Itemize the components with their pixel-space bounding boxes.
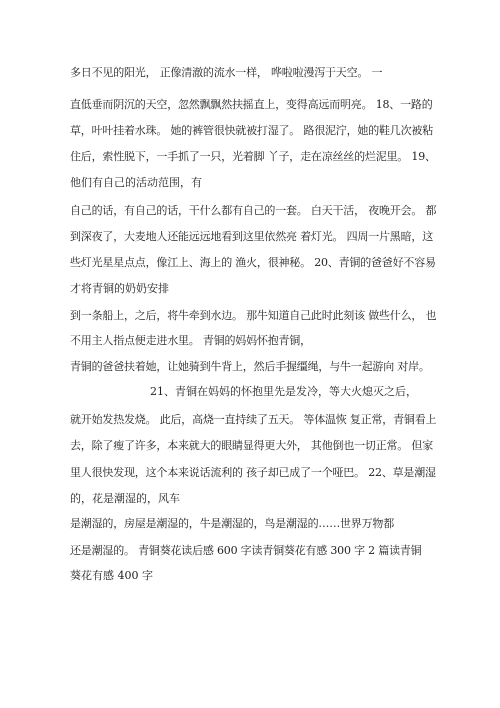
text-line: 里人很快发现，这个本来说话流利的 孩子却已成了一个哑巴。 22、草是潮湿 xyxy=(70,466,436,479)
text-line: 多日不见的阳光， 正像清澈的流水一样， 哗啦啦漫泻于天空。 一 xyxy=(70,66,383,79)
text-line: 自己的话，有自己的话，干什么都有自己的一套。 白天干活， 夜晚开会。 都 xyxy=(70,204,437,217)
text-line: 到一条船上，之后，将牛牵到水边。 那牛知道自己此时此刻该 做些什么， 也 xyxy=(70,309,437,322)
text-line: 21、青铜在妈妈的怀抱里先是发冷，等大火熄灭之后， xyxy=(150,385,417,398)
text-line: 才将青铜的奶奶安排 xyxy=(70,282,169,295)
text-line: 青铜的爸爸扶着她，让她骑到牛背上，然后手握缰绳，与牛一起游向 对岸。 xyxy=(70,360,430,373)
text-line: 些灯光星星点点，像江上、海上的 渔火，很神秘。 20、青铜的爸爸好不容易 xyxy=(70,256,436,269)
text-line: 还是潮湿的。 青铜葵花读后感 600 字读青铜葵花有感 300 字 2 篇读青铜 xyxy=(70,544,422,557)
text-line: 直低垂而阴沉的天空，忽然飘飘然扶摇直上，变得高远而明亮。 18、一路的 xyxy=(70,98,433,111)
text-line: 住后，索性脱下，一手抓了一只，光着脚 丫子，走在凉丝丝的烂泥里。 19、 xyxy=(70,150,436,163)
text-line: 去，除了瘦了许多，本来就大的眼睛显得更大外， 其他倒也一切正常。 但家 xyxy=(70,439,433,452)
text-line: 他们有自己的活动范围，有 xyxy=(70,176,202,189)
text-line: 就开始发热发烧。 此后，高烧一直持续了五天。 等体温恢 复正常，青铜看上 xyxy=(70,413,437,426)
text-line: 葵花有感 400 字 xyxy=(70,569,153,582)
text-line: 的，花是潮湿的，风车 xyxy=(70,492,180,505)
text-line: 不用主人指点便走进水里。 青铜的妈妈怀抱青铜， xyxy=(70,334,311,347)
text-line: 草，叶叶挂着水珠。 她的裤管很快就被打湿了。 路很泥泞，她的鞋几次被粘 xyxy=(70,124,433,137)
text-line: 是潮湿的，房屋是潮湿的，牛是潮湿的，鸟是潮湿的……世界万物都 xyxy=(70,517,394,530)
text-line: 到深夜了，大麦地人还能远远地看到这里依然亮 着灯光。 四周一片黑暗，这 xyxy=(70,230,433,243)
